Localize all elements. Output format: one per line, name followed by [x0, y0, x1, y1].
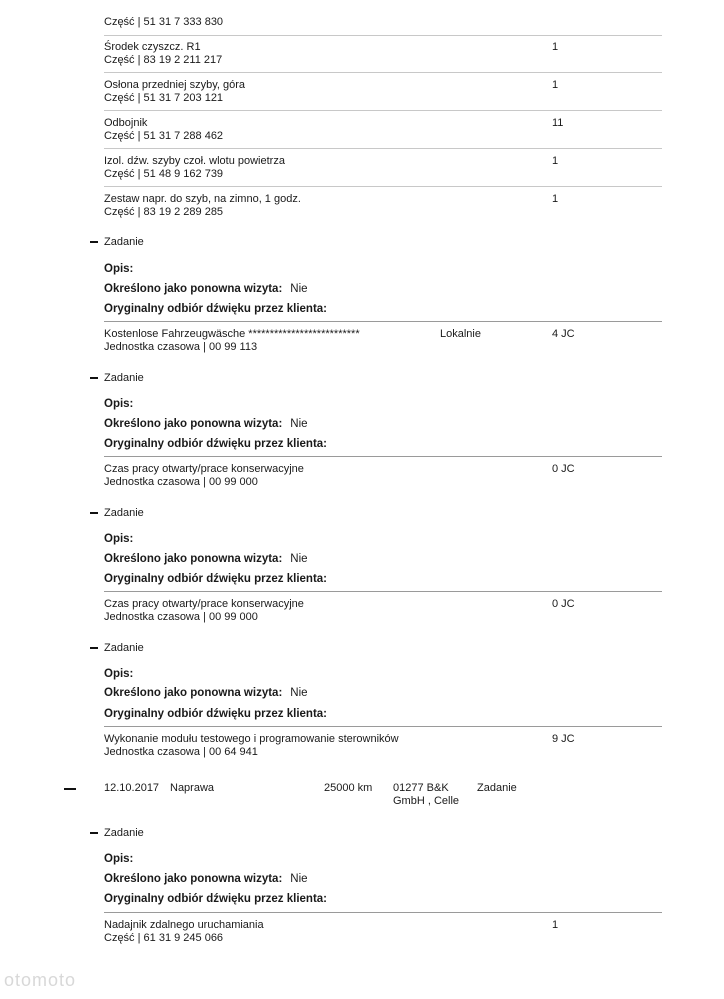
- collapse-icon[interactable]: [90, 377, 98, 379]
- revisit-field: [104, 552, 308, 566]
- part-row: [104, 79, 662, 105]
- part-qty: 11: [552, 117, 564, 129]
- labor-code: Jednostka czasowa | 00 99 000: [104, 476, 258, 488]
- visit-date: 12.10.2017: [104, 782, 160, 794]
- revisit-field: [104, 872, 308, 886]
- description-label: Opis:: [104, 533, 134, 545]
- collapse-icon[interactable]: [90, 512, 98, 514]
- part-code: Część | 51 31 7 203 121: [104, 92, 224, 104]
- revisit-field: [104, 686, 308, 700]
- part-row: [104, 919, 662, 945]
- row-divider: [104, 186, 662, 187]
- labor-row: [104, 328, 662, 354]
- row-divider: [104, 110, 662, 111]
- labor-qty: 9 JC: [552, 733, 575, 745]
- part-code: Część | 83 19 2 289 285: [104, 206, 224, 218]
- part-name: Osłona przedniej szyby, góra: [104, 79, 246, 91]
- sound-field: [104, 437, 327, 451]
- task-label: Zadanie: [104, 507, 144, 519]
- task-header[interactable]: [90, 642, 144, 655]
- revisit-label: Określono jako ponowna wizyta:: [104, 873, 283, 885]
- labor-name: Wykonanie modułu testowego i programowanie sterowników: [104, 733, 399, 745]
- labor-qty: 0 JC: [552, 463, 575, 475]
- revisit-label: Określono jako ponowna wizyta:: [104, 687, 283, 699]
- revisit-field: [104, 282, 308, 296]
- part-name: Odbojnik: [104, 117, 148, 129]
- revisit-value: Nie: [290, 418, 308, 430]
- revisit-label: Określono jako ponowna wizyta:: [104, 418, 283, 430]
- part-row: [104, 155, 662, 181]
- labor-code: Jednostka czasowa | 00 64 941: [104, 746, 258, 758]
- sound-field: [104, 892, 327, 906]
- part-name: Izol. dźw. szyby czoł. wlotu powietrza: [104, 155, 285, 167]
- sound-label: Oryginalny odbiór dźwięku przez klienta:: [104, 303, 328, 315]
- visit-type: Naprawa: [170, 782, 215, 794]
- collapse-icon[interactable]: [90, 647, 98, 649]
- row-divider: [104, 35, 662, 36]
- part-name: Zestaw napr. do szyb, na zimno, 1 godz.: [104, 193, 301, 205]
- task-header[interactable]: [90, 827, 144, 840]
- labor-location: Lokalnie: [440, 328, 481, 340]
- description-field: [104, 852, 133, 866]
- revisit-value: Nie: [290, 283, 308, 295]
- description-label: Opis:: [104, 398, 134, 410]
- revisit-value: Nie: [290, 553, 308, 565]
- labor-code: Jednostka czasowa | 00 99 000: [104, 611, 258, 623]
- part-row: [104, 16, 662, 29]
- row-divider: [104, 321, 662, 322]
- part-row: [104, 117, 662, 143]
- part-qty: 1: [552, 193, 559, 205]
- part-row: [104, 41, 662, 67]
- labor-code: Jednostka czasowa | 00 99 113: [104, 341, 258, 353]
- sound-label: Oryginalny odbiór dźwięku przez klienta:: [104, 573, 328, 585]
- row-divider: [104, 912, 662, 913]
- labor-name: Kostenlose Fahrzeugwäsche **************************: [104, 328, 360, 340]
- description-label: Opis:: [104, 263, 134, 275]
- task-header[interactable]: [90, 507, 144, 520]
- labor-row: [104, 733, 662, 759]
- collapse-visit-icon[interactable]: [64, 788, 76, 790]
- row-divider: [104, 72, 662, 73]
- part-qty: 1: [552, 919, 559, 931]
- description-field: [104, 667, 133, 681]
- sound-field: [104, 302, 327, 316]
- task-header[interactable]: [90, 236, 144, 249]
- task-label: Zadanie: [104, 827, 144, 839]
- part-qty: 1: [552, 155, 559, 167]
- description-field: [104, 262, 133, 276]
- revisit-field: [104, 417, 308, 431]
- sound-label: Oryginalny odbiór dźwięku przez klienta:: [104, 438, 328, 450]
- collapse-icon[interactable]: [90, 832, 98, 834]
- watermark: otomoto: [4, 970, 77, 990]
- part-qty: 1: [552, 79, 559, 91]
- row-divider: [104, 591, 662, 592]
- visit-kind: Zadanie: [477, 782, 517, 794]
- part-name: Środek czyszcz. R1: [104, 41, 201, 53]
- description-label: Opis:: [104, 668, 134, 680]
- description-field: [104, 397, 133, 411]
- part-row: [104, 193, 662, 219]
- part-code: Część | 51 31 7 333 830: [104, 16, 224, 28]
- task-label: Zadanie: [104, 642, 144, 654]
- row-divider: [104, 456, 662, 457]
- part-code: Część | 61 31 9 245 066: [104, 932, 224, 944]
- task-label: Zadanie: [104, 372, 144, 384]
- sound-field: [104, 572, 327, 586]
- row-divider: [104, 726, 662, 727]
- dealer-line-2: GmbH , Celle: [393, 795, 460, 807]
- labor-qty: 0 JC: [552, 598, 575, 610]
- labor-name: Czas pracy otwarty/prace konserwacyjne: [104, 598, 304, 610]
- dealer-line-1: 01277 B&K: [393, 782, 449, 794]
- labor-qty: 4 JC: [552, 328, 575, 340]
- part-code: Część | 83 19 2 211 217: [104, 54, 223, 66]
- revisit-value: Nie: [290, 687, 308, 699]
- visit-mileage: 25000 km: [324, 782, 373, 794]
- task-header[interactable]: [90, 372, 144, 385]
- sound-label: Oryginalny odbiór dźwięku przez klienta:: [104, 893, 328, 905]
- visit-dealer: [393, 782, 459, 808]
- sound-field: [104, 707, 327, 721]
- row-divider: [104, 148, 662, 149]
- part-code: Część | 51 31 7 288 462: [104, 130, 224, 142]
- part-qty: 1: [552, 41, 559, 53]
- revisit-value: Nie: [290, 873, 308, 885]
- part-name: Nadajnik zdalnego uruchamiania: [104, 919, 264, 931]
- description-label: Opis:: [104, 853, 134, 865]
- part-code: Część | 51 48 9 162 739: [104, 168, 224, 180]
- revisit-label: Określono jako ponowna wizyta:: [104, 283, 283, 295]
- task-label: Zadanie: [104, 236, 144, 248]
- description-field: [104, 532, 133, 546]
- labor-row: [104, 598, 662, 624]
- labor-name: Czas pracy otwarty/prace konserwacyjne: [104, 463, 304, 475]
- sound-label: Oryginalny odbiór dźwięku przez klienta:: [104, 708, 328, 720]
- labor-row: [104, 463, 662, 489]
- collapse-icon[interactable]: [90, 241, 98, 243]
- revisit-label: Określono jako ponowna wizyta:: [104, 553, 283, 565]
